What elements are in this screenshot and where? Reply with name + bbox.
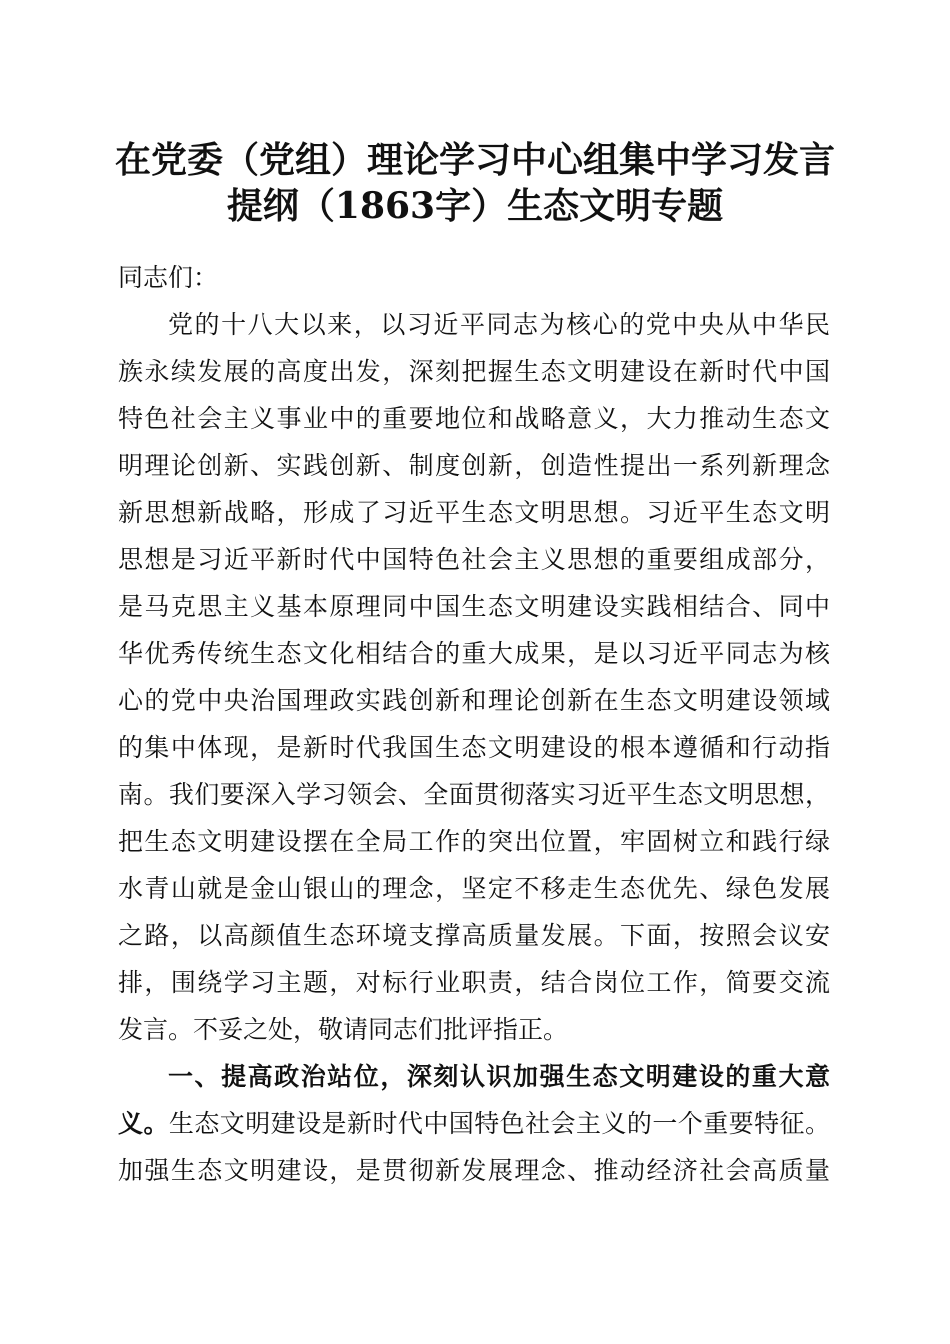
section-heading: 一、提高政治站位，深刻认识加强生态文明建设的重大意 xyxy=(168,1062,830,1091)
paragraph-line: 排，围绕学习主题，对标行业职责，结合岗位工作，简要交流 xyxy=(118,968,830,997)
paragraph-line: 把生态文明建设摆在全局工作的突出位置，牢固树立和践行绿 xyxy=(118,827,830,856)
paragraph-line: 党的十八大以来，以习近平同志为核心的党中央从中华民 xyxy=(168,310,830,339)
paragraph-line: 加强生态文明建设，是贯彻新发展理念、推动经济社会高质量 xyxy=(118,1156,830,1185)
paragraph-line: 华优秀传统生态文化相结合的重大成果，是以习近平同志为核 xyxy=(118,639,830,668)
paragraph-line: 水青山就是金山银山的理念，坚定不移走生态优先、绿色发展 xyxy=(118,874,830,903)
paragraph-line: 是马克思主义基本原理同中国生态文明建设实践相结合、同中 xyxy=(118,592,830,621)
document-body xyxy=(118,254,830,1194)
salutation: 同志们： xyxy=(118,263,219,292)
paragraph-line: 之路，以高颜值生态环境支撑高质量发展。下面，按照会议安 xyxy=(118,921,830,950)
paragraph-line: 发言。不妥之处，敬请同志们批评指正。 xyxy=(118,1015,569,1044)
section-1 xyxy=(118,1053,830,1194)
paragraph-line xyxy=(118,1100,830,1147)
paragraph-line: 心的党中央治国理政实践创新和理论创新在生态文明建设领域 xyxy=(118,686,830,715)
paragraph-line: 明理论创新、实践创新、制度创新，创造性提出一系列新理念 xyxy=(118,451,830,480)
paragraph-line: 特色社会主义事业中的重要地位和战略意义，大力推动生态文 xyxy=(118,404,830,433)
document-title-line-1: 在党委（党组）理论学习中心组集中学习发言 xyxy=(114,139,835,181)
paragraph-1 xyxy=(118,301,830,1053)
paragraph-line: 族永续发展的高度出发，深刻把握生态文明建设在新时代中国 xyxy=(118,357,830,386)
paragraph-line: 南。我们要深入学习领会、全面贯彻落实习近平生态文明思想， xyxy=(118,780,830,809)
section-text: 生态文明建设是新时代中国特色社会主义的一个重要特征。 xyxy=(168,1109,830,1138)
document-title-line-2: 提纲（1863字）生态文明专题 xyxy=(226,185,724,227)
paragraph-line: 的集中体现，是新时代我国生态文明建设的根本遵循和行动指 xyxy=(118,733,830,762)
paragraph-line: 思想是习近平新时代中国特色社会主义思想的重要组成部分， xyxy=(118,545,830,574)
paragraph-line: 新思想新战略，形成了习近平生态文明思想。习近平生态文明 xyxy=(118,498,830,527)
section-heading-tail: 义。 xyxy=(118,1109,169,1138)
